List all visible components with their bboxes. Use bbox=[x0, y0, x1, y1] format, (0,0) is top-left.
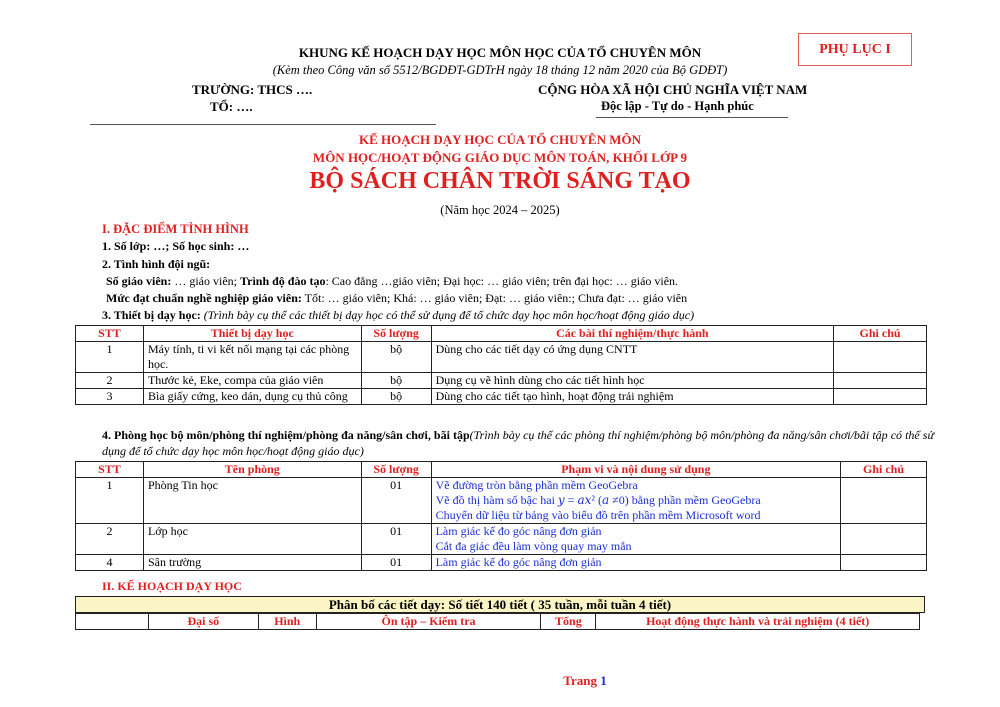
cell-equipment: Máy tính, ti vi kết nối mạng tại các phòng học. bbox=[143, 342, 361, 373]
usage-line: Vẽ đường tròn bằng phần mềm GeoGebra bbox=[435, 478, 638, 492]
table-header-row bbox=[76, 326, 927, 342]
col-header: Phạm vi và nội dung sử dụng bbox=[431, 462, 840, 478]
cell-qty: bộ bbox=[361, 342, 431, 373]
cell-room: Sân trường bbox=[143, 555, 361, 571]
cell-stt: 2 bbox=[76, 524, 144, 555]
lesson-columns-table bbox=[75, 613, 920, 630]
cell-note bbox=[841, 478, 927, 524]
cell-qty: 01 bbox=[361, 524, 431, 555]
cell-note bbox=[841, 524, 927, 555]
equipment-label: 3. Thiết bị dạy học: bbox=[102, 308, 201, 322]
table-row bbox=[76, 389, 927, 405]
col-header: Ôn tập – Kiểm tra bbox=[316, 614, 541, 630]
rooms-note: (Trình bày cụ thể các phòng thí nghiệm/phòng bộ môn/phòng đa năng/sân chơi/bãi tập có thể sử dụng để tổ chức dạy học môn học/hoạt động giáo dục) bbox=[102, 428, 934, 458]
training-detail: : Cao đẳng …giáo viên; Đại học: … giáo viên; trên đại học: … giáo viên. bbox=[325, 274, 679, 288]
col-header: Số lượng bbox=[361, 326, 431, 342]
page-number: 1 bbox=[600, 673, 607, 688]
section1-heading: I. ĐẶC ĐIỂM TÌNH HÌNH bbox=[102, 222, 249, 236]
standard-label: Mức đạt chuẩn nghề nghiệp giáo viên: bbox=[106, 291, 302, 305]
subtitle: (Kèm theo Công văn số 5512/BGDĐT-GDTrH ngày 18 tháng 12 năm 2020 của Bộ GDĐT) bbox=[272, 63, 728, 77]
equipment-intro bbox=[102, 308, 694, 323]
cell-use: Dùng cho các tiết dạy có ứng dụng CNTT bbox=[431, 342, 833, 373]
table-header-row bbox=[76, 614, 920, 630]
summary-row bbox=[76, 597, 925, 613]
cell-note bbox=[834, 389, 927, 405]
col-header: Đại số bbox=[148, 614, 258, 630]
motto-underline bbox=[596, 117, 788, 118]
main-title: KHUNG KẾ HOẠCH DẠY HỌC MÔN HỌC CỦA TỔ CHUYÊN MÔN bbox=[298, 45, 702, 60]
cell-qty: 01 bbox=[361, 555, 431, 571]
equipment-note: (Trình bày cụ thể các thiết bị dạy học có thể sử dụng để tổ chức dạy học môn học/hoạt động giáo dục) bbox=[200, 308, 695, 322]
rooms-label: 4. Phòng học bộ môn/phòng thí nghiệm/phòng đa năng/sân chơi, bãi tập bbox=[102, 428, 470, 442]
table-row bbox=[76, 373, 927, 389]
table-row bbox=[76, 555, 927, 571]
group-name: TỔ: …. bbox=[210, 99, 253, 114]
table-row bbox=[76, 342, 927, 373]
cell-stt: 1 bbox=[76, 342, 144, 373]
cell-stt: 1 bbox=[76, 478, 144, 524]
cell-room: Lớp học bbox=[143, 524, 361, 555]
teachers-count: … giáo viên; bbox=[171, 274, 240, 288]
standard-detail: Tốt: … giáo viên; Khá: … giáo viên; Đạt: … giáo viên:; Chưa đạt: … giáo viên bbox=[301, 291, 688, 305]
col-header: Hình bbox=[258, 614, 316, 630]
school-year: (Năm học 2024 – 2025) bbox=[440, 203, 560, 217]
cell-qty: 01 bbox=[361, 478, 431, 524]
teachers-label: Số giáo viên: bbox=[106, 274, 172, 288]
col-header: Ghi chú bbox=[841, 462, 927, 478]
usage-line: Vẽ đồ thị hàm số bậc hai 𝑦 = 𝑎𝑥² (𝑎 ≠0) bằng phần mềm GeoGebra bbox=[435, 493, 761, 507]
equipment-table bbox=[75, 325, 927, 405]
class-count: 1. Số lớp: …; Số học sinh: … bbox=[102, 239, 250, 253]
motto: Độc lập - Tự do - Hạnh phúc bbox=[601, 99, 754, 113]
cell-qty: bộ bbox=[361, 373, 431, 389]
page-footer bbox=[0, 673, 1000, 689]
col-header: STT bbox=[76, 326, 144, 342]
usage-line: Làm giác kế đo góc nâng đơn giản bbox=[435, 524, 602, 538]
col-header: Số lượng bbox=[361, 462, 431, 478]
table-header-row bbox=[76, 462, 927, 478]
teacher-stats bbox=[106, 274, 678, 289]
cell-equipment: Thước kẻ, Eke, compa của giáo viên bbox=[143, 373, 361, 389]
usage-line: Chuyển dữ liệu từ bảng vào biểu đồ trên phần mềm Microsoft word bbox=[435, 508, 761, 522]
appendix-label: PHỤ LỤC I bbox=[798, 33, 912, 66]
col-header: Thiết bị dạy học bbox=[143, 326, 361, 342]
table-row bbox=[76, 524, 927, 555]
plan-title: KẾ HOẠCH DẠY HỌC CỦA TỔ CHUYÊN MÔN bbox=[358, 132, 642, 147]
usage-line: Cắt đa giác đều làm vòng quay may mắn bbox=[435, 539, 632, 553]
cell-qty: bộ bbox=[361, 389, 431, 405]
plan-subject: MÔN HỌC/HOẠT ĐỘNG GIÁO DỤC MÔN TOÁN, KHỐI LỚP 9 bbox=[312, 150, 688, 165]
cell-equipment: Bìa giấy cứng, keo dán, dụng cụ thủ công bbox=[143, 389, 361, 405]
cell-usage bbox=[431, 478, 840, 524]
cell-stt: 3 bbox=[76, 389, 144, 405]
cell-note bbox=[834, 373, 927, 389]
cell-use: Dùng cho các tiết tạo hình, hoạt động trải nghiệm bbox=[431, 389, 833, 405]
school-name: TRƯỜNG: THCS …. bbox=[192, 82, 313, 97]
col-header: STT bbox=[76, 462, 144, 478]
cell-use: Dụng cụ vẽ hình dùng cho các tiết hình học bbox=[431, 373, 833, 389]
cell-stt: 4 bbox=[76, 555, 144, 571]
cell-room: Phòng Tin học bbox=[143, 478, 361, 524]
lesson-distribution-table bbox=[75, 596, 925, 613]
republic-title: CỘNG HÒA XÃ HỘI CHỦ NGHĨA VIỆT NAM bbox=[538, 82, 808, 97]
col-header: Tên phòng bbox=[143, 462, 361, 478]
col-header bbox=[76, 614, 149, 630]
training-label: Trình độ đào tạo bbox=[240, 274, 326, 288]
book-series-title: BỘ SÁCH CHÂN TRỜI SÁNG TẠO bbox=[309, 168, 691, 194]
cell-note bbox=[834, 342, 927, 373]
col-header: Tổng bbox=[541, 614, 596, 630]
staff-heading: 2. Tình hình đội ngũ: bbox=[102, 257, 211, 271]
col-header: Ghi chú bbox=[834, 326, 927, 342]
col-header: Các bài thí nghiệm/thực hành bbox=[431, 326, 833, 342]
lesson-summary: Phân bố các tiết dạy: Số tiết 140 tiết ( 35 tuần, mỗi tuần 4 tiết) bbox=[76, 597, 925, 613]
cell-stt: 2 bbox=[76, 373, 144, 389]
rooms-intro bbox=[102, 427, 934, 459]
rooms-table bbox=[75, 461, 927, 571]
usage-line: Làm giác kế đo góc nâng đơn giản bbox=[435, 555, 602, 569]
teacher-standard bbox=[106, 291, 687, 306]
cell-usage bbox=[431, 555, 840, 571]
table-row bbox=[76, 478, 927, 524]
cell-usage bbox=[431, 524, 840, 555]
section2-heading: II. KẾ HOẠCH DẠY HỌC bbox=[102, 579, 242, 593]
cell-note bbox=[841, 555, 927, 571]
col-header: Hoạt động thực hành và trải nghiệm (4 tiết) bbox=[596, 614, 920, 630]
page-label: Trang bbox=[563, 673, 597, 688]
left-divider bbox=[90, 124, 436, 125]
